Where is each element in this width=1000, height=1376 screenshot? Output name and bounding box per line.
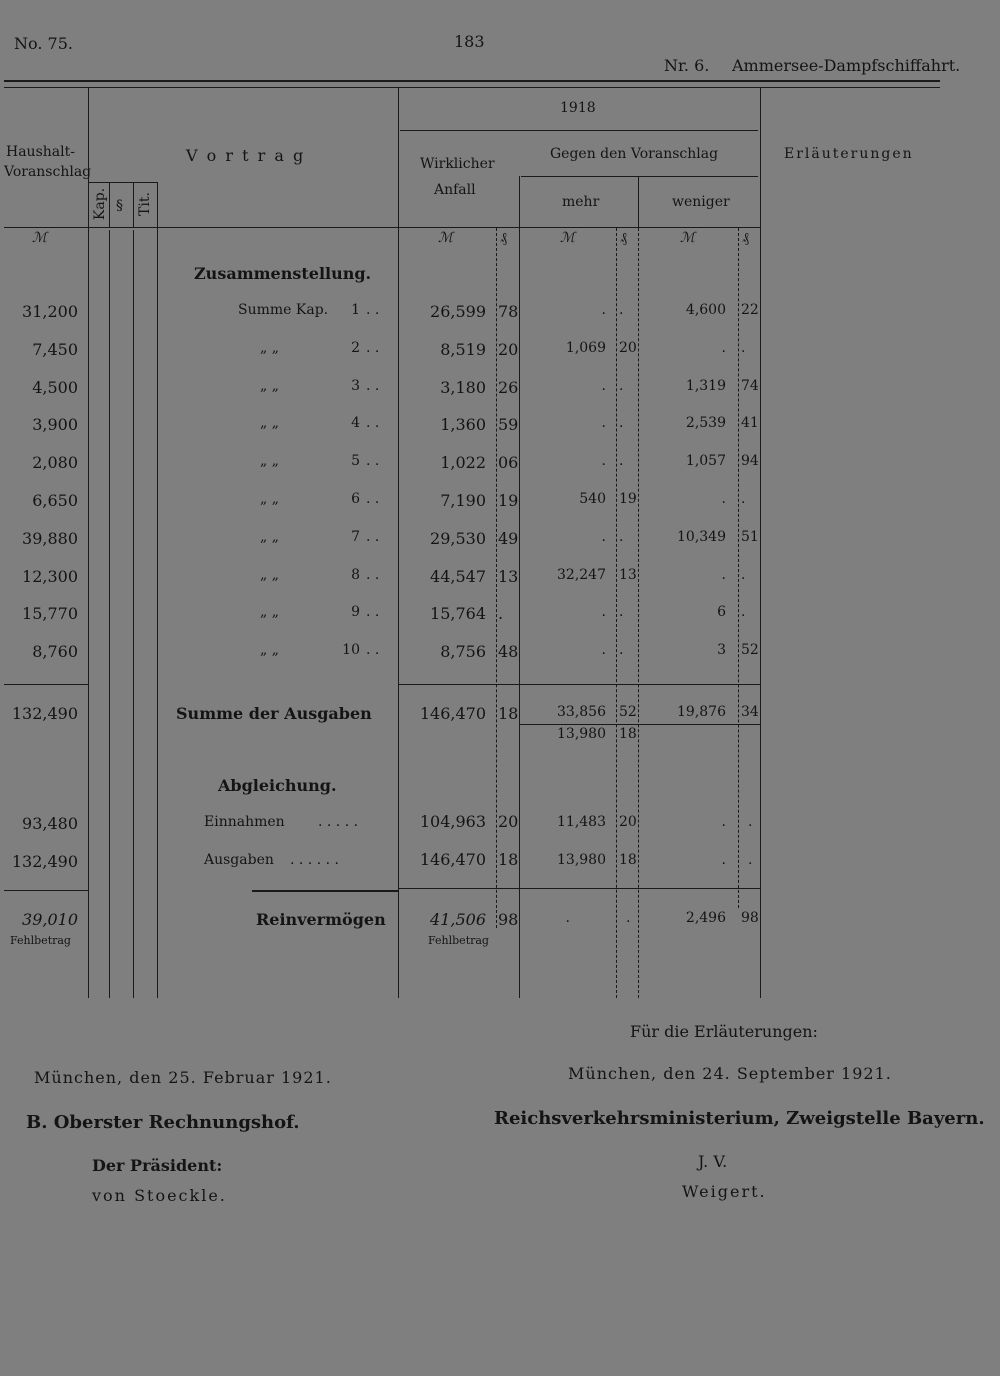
row-wirklich: 44,547	[430, 567, 486, 586]
row-mehr: .	[601, 378, 606, 394]
row-kap-number: 6	[351, 491, 360, 507]
pf-divider	[496, 228, 497, 928]
footer-right-role: J. V.	[698, 1152, 728, 1171]
row-haushalt: 39,880	[22, 529, 78, 548]
leader-dots: . . . . .	[318, 814, 359, 830]
row-weniger-pf: 74	[741, 378, 759, 394]
row-mehr: .	[601, 642, 606, 658]
unit-mark: ℳ	[560, 230, 575, 246]
row-mehr-pf: .	[619, 415, 624, 431]
col-divider	[398, 88, 399, 998]
row-wirklich-pf: 13	[498, 567, 519, 586]
section-heading: Zusammenstellung.	[194, 264, 372, 283]
rein-mehr-pf: .	[626, 910, 631, 926]
col-divider-light	[133, 230, 134, 998]
row-kap-number: 2	[351, 340, 360, 356]
footer-note: Für die Erläuterungen:	[630, 1022, 818, 1041]
row-kap-number: 7	[351, 529, 360, 545]
sum-mehr-pf: 52	[619, 704, 637, 720]
col-divider	[519, 176, 520, 998]
ausgaben-mehr-pf: 18	[619, 852, 637, 868]
row-weniger: 3	[717, 642, 726, 658]
col-divider	[88, 88, 89, 998]
ausgaben-haushalt: 132,490	[11, 852, 78, 871]
row-wirklich-pf: 48	[498, 642, 519, 661]
col-divider	[109, 182, 110, 228]
row-wirklich-pf: 59	[498, 415, 519, 434]
leader-dots: . .	[366, 529, 380, 545]
row-mehr-pf: 13	[619, 567, 637, 583]
document-number: No. 75.	[14, 34, 73, 53]
row-weniger-pf: .	[741, 491, 746, 507]
section-number: Nr. 6.	[664, 56, 710, 75]
leader-dots: . .	[366, 567, 380, 583]
leader-dots: . .	[366, 491, 380, 507]
rein-wirklich-pf: 98	[498, 910, 519, 929]
sum-weniger-pf: 34	[741, 704, 759, 720]
leader-dots: . .	[366, 453, 380, 469]
einnahmen-mehr: 11,483	[557, 814, 606, 830]
section-heading: Abgleichung.	[218, 776, 337, 795]
row-weniger-pf: 22	[741, 302, 759, 318]
ausgaben-weniger: .	[721, 852, 726, 868]
rein-wirklich-note: Fehlbetrag	[428, 934, 489, 947]
row-weniger-pf: .	[741, 340, 746, 356]
rein-rule	[252, 890, 398, 892]
unit-mark: ₰	[742, 230, 749, 246]
erlaeuterungen-header: Erläuterungen	[784, 146, 914, 162]
leader-dots: . .	[366, 302, 380, 318]
row-mehr: .	[601, 302, 606, 318]
einnahmen-wirklich: 104,963	[419, 812, 486, 831]
rein-weniger-pf: 98	[741, 910, 759, 926]
footer-left-role: Der Präsident:	[92, 1156, 223, 1175]
row-mehr-pf: .	[619, 453, 624, 469]
tit-header: Tit.	[137, 192, 153, 216]
row-mehr-pf: 19	[619, 491, 637, 507]
row-weniger: .	[721, 340, 726, 356]
row-weniger: 6	[717, 604, 726, 620]
sum-mehr-net-pf: 18	[619, 726, 637, 742]
row-weniger: 4,600	[685, 302, 726, 318]
einnahmen-wirklich-pf: 20	[498, 812, 519, 831]
row-kap-number: 3	[351, 378, 360, 394]
footer-left-org: B. Oberster Rechnungshof.	[26, 1112, 300, 1133]
rein-rule	[398, 888, 760, 889]
row-kap-number: 8	[351, 567, 360, 583]
row-mehr: .	[601, 453, 606, 469]
sum-label: Summe der Ausgaben	[176, 704, 372, 723]
vortrag-header: V o r t r a g	[186, 146, 306, 165]
pf-divider	[616, 228, 617, 998]
sum-rule	[4, 684, 88, 685]
row-haushalt: 8,760	[32, 642, 78, 661]
footer-right-name: Weigert.	[682, 1182, 767, 1201]
row-weniger-pf: 94	[741, 453, 759, 469]
row-haushalt: 4,500	[32, 378, 78, 397]
footer-right-date: München, den 24. September 1921.	[568, 1064, 892, 1083]
unit-mark: ℳ	[438, 230, 453, 246]
wirklicher-header: Wirklicher	[420, 156, 495, 172]
rein-haushalt: 39,010	[22, 910, 78, 929]
row-wirklich-pf: 78	[498, 302, 519, 321]
row-weniger: 2,539	[685, 415, 726, 431]
kap-header: Kap.	[92, 187, 108, 221]
rein-haushalt-note: Fehlbetrag	[10, 934, 71, 947]
footer-left-date: München, den 25. Februar 1921.	[34, 1068, 332, 1087]
row-weniger: .	[721, 567, 726, 583]
col-divider	[760, 88, 761, 998]
col-divider	[157, 182, 158, 998]
row-haushalt: 2,080	[32, 453, 78, 472]
sum-wirklich: 146,470	[419, 704, 486, 723]
sum-wirklich-pf: 18	[498, 704, 519, 723]
row-label: „ „	[260, 491, 279, 507]
ausgaben-wirklich-pf: 18	[498, 850, 519, 869]
row-mehr: .	[601, 415, 606, 431]
row-wirklich: 29,530	[430, 529, 486, 548]
row-haushalt: 6,650	[32, 491, 78, 510]
row-weniger-pf: .	[741, 567, 746, 583]
header-rule	[88, 182, 157, 183]
header-rule	[4, 227, 760, 228]
rein-label: Reinvermögen	[256, 910, 386, 929]
sum-mehr-net: 13,980	[557, 726, 606, 742]
row-wirklich: 7,190	[440, 491, 486, 510]
row-weniger-pf: 52	[741, 642, 759, 658]
row-mehr-pf: .	[619, 604, 624, 620]
row-wirklich-pf: 19	[498, 491, 519, 510]
sum-rule	[398, 684, 760, 685]
ausgaben-weniger-pf: .	[748, 852, 753, 868]
row-wirklich-pf: 26	[498, 378, 519, 397]
row-wirklich: 1,022	[440, 453, 486, 472]
row-kap-number: 4	[351, 415, 360, 431]
leader-dots: . .	[366, 378, 380, 394]
einnahmen-label: Einnahmen	[204, 814, 285, 830]
header-rule	[400, 130, 758, 131]
document-title: Ammersee-Dampfschiffahrt.	[732, 56, 961, 75]
col-divider	[133, 182, 134, 228]
row-wirklich: 3,180	[440, 378, 486, 397]
footer-left-name: von Stoeckle.	[92, 1186, 227, 1205]
unit-mark: ₰	[620, 230, 627, 246]
paragraph-header: §	[116, 198, 123, 214]
row-wirklich-pf: 20	[498, 340, 519, 359]
row-mehr: 1,069	[565, 340, 606, 356]
row-weniger-pf: .	[741, 604, 746, 620]
top-rule-thin	[4, 87, 940, 88]
mehr-header: mehr	[562, 194, 600, 210]
row-kap-number: 9	[351, 604, 360, 620]
row-mehr: 540	[579, 491, 606, 507]
header-rule	[521, 176, 758, 177]
leader-dots: . . . . . .	[290, 852, 339, 868]
ausgaben-label: Ausgaben	[204, 852, 274, 868]
row-weniger-pf: 41	[741, 415, 759, 431]
row-haushalt: 15,770	[22, 604, 78, 623]
haushalt-header-2: Voranschlag	[4, 164, 92, 180]
row-haushalt: 3,900	[32, 415, 78, 434]
year-header: 1918	[560, 100, 596, 116]
row-wirklich-pf: 49	[498, 529, 519, 548]
rein-wirklich: 41,506	[430, 910, 486, 929]
col-divider-light	[109, 230, 110, 998]
row-mehr-pf: .	[619, 529, 624, 545]
haushalt-header: Haushalt-	[6, 144, 75, 160]
weniger-header: weniger	[672, 194, 730, 210]
row-label: „ „	[260, 529, 279, 545]
ausgaben-mehr: 13,980	[557, 852, 606, 868]
row-mehr: 32,247	[557, 567, 606, 583]
einnahmen-weniger: .	[721, 814, 726, 830]
row-haushalt: 12,300	[22, 567, 78, 586]
leader-dots: . .	[366, 340, 380, 356]
ausgaben-wirklich: 146,470	[419, 850, 486, 869]
row-weniger: 1,319	[685, 378, 726, 394]
row-mehr: .	[601, 529, 606, 545]
row-wirklich: 8,519	[440, 340, 486, 359]
einnahmen-haushalt: 93,480	[22, 814, 78, 833]
unit-mark: ℳ	[32, 230, 47, 246]
pf-divider	[738, 228, 739, 908]
einnahmen-weniger-pf: .	[748, 814, 753, 830]
row-label: Summe Kap.	[238, 302, 329, 318]
row-mehr-pf: .	[619, 302, 624, 318]
row-weniger: 10,349	[677, 529, 726, 545]
row-label: „ „	[260, 567, 279, 583]
row-label: „ „	[260, 642, 279, 658]
anfall-header: Anfall	[434, 182, 476, 198]
row-mehr-pf: .	[619, 378, 624, 394]
col-divider	[638, 228, 639, 998]
unit-mark: ℳ	[680, 230, 695, 246]
col-divider	[638, 176, 639, 228]
row-kap-number: 5	[351, 453, 360, 469]
row-mehr: .	[601, 604, 606, 620]
row-weniger-pf: 51	[741, 529, 759, 545]
top-rule	[4, 80, 940, 82]
sum-weniger: 19,876	[677, 704, 726, 720]
row-wirklich: 1,360	[440, 415, 486, 434]
row-mehr-pf: 20	[619, 340, 637, 356]
row-weniger: 1,057	[685, 453, 726, 469]
row-label: „ „	[260, 453, 279, 469]
unit-mark: ₰	[500, 230, 507, 246]
leader-dots: . .	[366, 604, 380, 620]
leader-dots: . .	[366, 642, 380, 658]
row-wirklich: 15,764	[430, 604, 486, 623]
row-kap-number: 1	[351, 302, 360, 318]
sum-mehr: 33,856	[557, 704, 606, 720]
row-kap-number: 10	[342, 642, 360, 658]
row-wirklich-pf: 06	[498, 453, 519, 472]
row-wirklich-pf: .	[498, 604, 504, 623]
row-wirklich: 26,599	[430, 302, 486, 321]
row-label: „ „	[260, 415, 279, 431]
row-label: „ „	[260, 378, 279, 394]
footer-right-org: Reichsverkehrsministerium, Zweigstelle Bayern.	[494, 1108, 985, 1129]
rein-mehr: .	[565, 910, 570, 926]
gegen-header: Gegen den Voranschlag	[550, 146, 719, 162]
row-wirklich: 8,756	[440, 642, 486, 661]
row-label: „ „	[260, 604, 279, 620]
row-label: „ „	[260, 340, 279, 356]
row-mehr-pf: .	[619, 642, 624, 658]
row-haushalt: 31,200	[22, 302, 78, 321]
rein-rule	[4, 890, 88, 891]
einnahmen-mehr-pf: 20	[619, 814, 637, 830]
sub-rule	[520, 724, 760, 725]
row-haushalt: 7,450	[32, 340, 78, 359]
page-number: 183	[454, 32, 485, 51]
sum-haushalt: 132,490	[11, 704, 78, 723]
leader-dots: . .	[366, 415, 380, 431]
rein-weniger: 2,496	[685, 910, 726, 926]
row-weniger: .	[721, 491, 726, 507]
